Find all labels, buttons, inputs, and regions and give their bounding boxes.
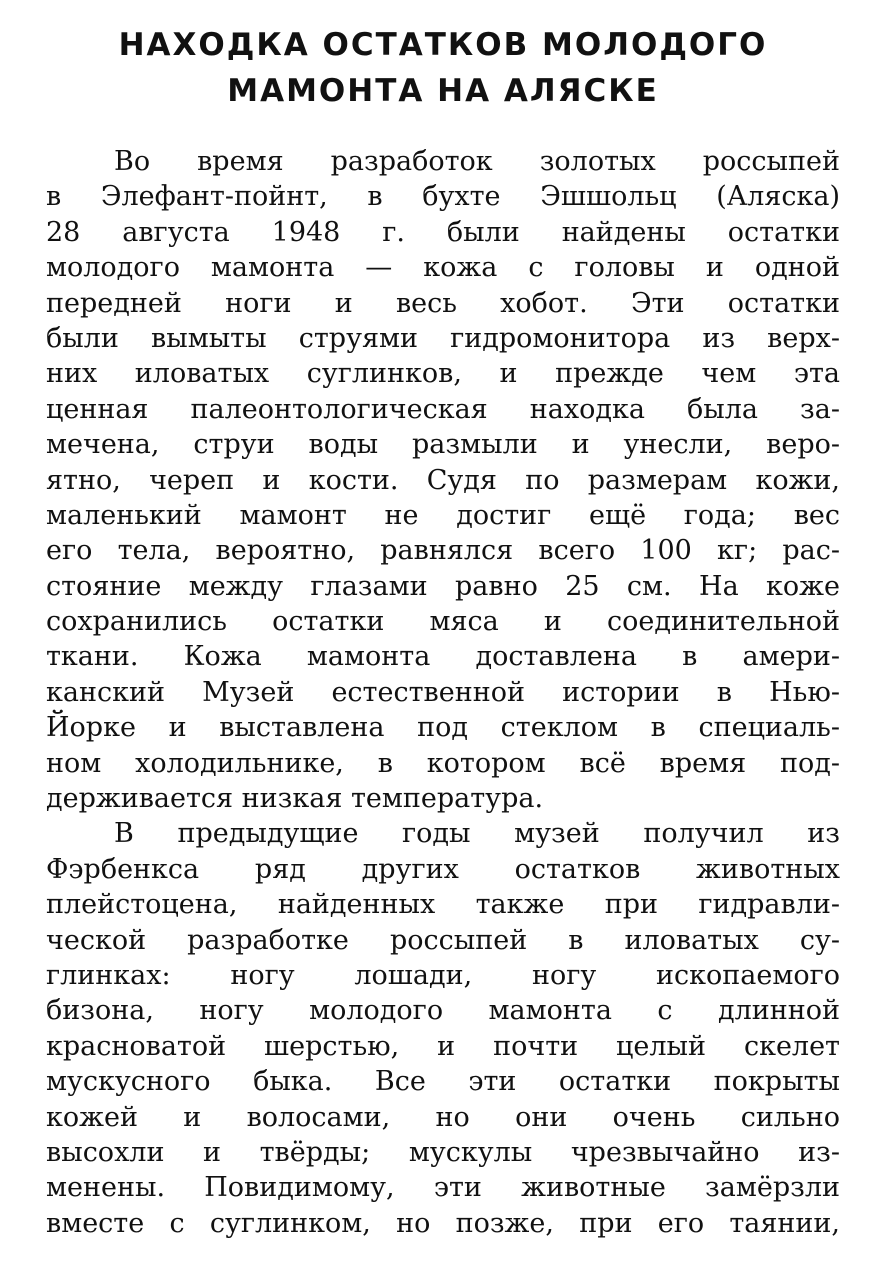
text-line: Йорке и выставлена под стеклом в специаль- [46,712,840,744]
text-line: высохли и твёрды; мускулы чрезвычайно из- [46,1136,840,1168]
text-line: глинках: ногу лошади, ногу ископаемого [46,959,840,991]
document-page [46,22,840,1241]
text-line: маленький мамонт не достиг ещё года; вес [46,499,840,531]
text-line: красноватой шерстью, и почти целый скелет [46,1030,840,1062]
title-line: НАХОДКА ОСТАТКОВ МОЛОДОГО [118,27,768,63]
paragraph-1 [46,144,840,816]
text-line: кожей и волосами, но они очень сильно [46,1101,840,1133]
text-line: Фэрбенкса ряд других остатков животных [46,853,840,885]
text-line: ятно, череп и кости. Судя по размерам кожи, [46,464,840,496]
text-line: молодого мамонта — кожа с головы и одной [46,252,840,284]
text-line: его тела, вероятно, равнялся всего 100 кг; рас- [46,535,840,567]
text-line: были вымыты струями гидромонитора из верх- [46,322,840,354]
paragraph-2 [46,816,840,1241]
text-line: менены. Повидимому, эти животные замёрзли [46,1172,840,1204]
text-line: них иловатых суглинков, и прежде чем эта [46,358,840,390]
text-line: канский Музей естественной истории в Нью- [46,676,840,708]
text-line: в Элефант-пойнт, в бухте Эшшольц (Аляска) [46,181,840,213]
text-line: Во время разработок золотых россыпей [114,146,840,177]
text-line: мечена, струи воды размыли и унесли, веро- [46,429,840,461]
text-line: вместе с суглинком, но позже, при его таянии, [46,1207,840,1239]
text-line: ном холодильнике, в котором всё время под- [46,747,840,779]
text-line: бизона, ногу молодого мамонта с длинной [46,995,840,1027]
text-line: В предыдущие годы музей получил из [114,818,840,850]
text-line: ценная палеонтологическая находка была за- [46,393,840,425]
text-line: мускусного быка. Все эти остатки покрыты [46,1066,840,1098]
text-line: ткани. Кожа мамонта доставлена в амери- [46,641,840,673]
text-line: стояние между глазами равно 25 см. На коже [46,570,840,602]
text-line: 28 августа 1948 г. были найдены остатки [46,216,840,248]
article-title [46,22,840,114]
text-line: сохранились остатки мяса и соединительной [46,606,840,638]
text-line: передней ноги и весь хобот. Эти остатки [46,287,840,319]
text-line: плейстоцена, найденных также при гидравли- [46,889,840,921]
article-body [46,144,840,1241]
text-line: держивается низкая температура. [46,783,544,815]
title-line: МАМОНТА НА АЛЯСКЕ [227,73,659,109]
text-line: ческой разработке россыпей в иловатых су- [46,924,840,956]
